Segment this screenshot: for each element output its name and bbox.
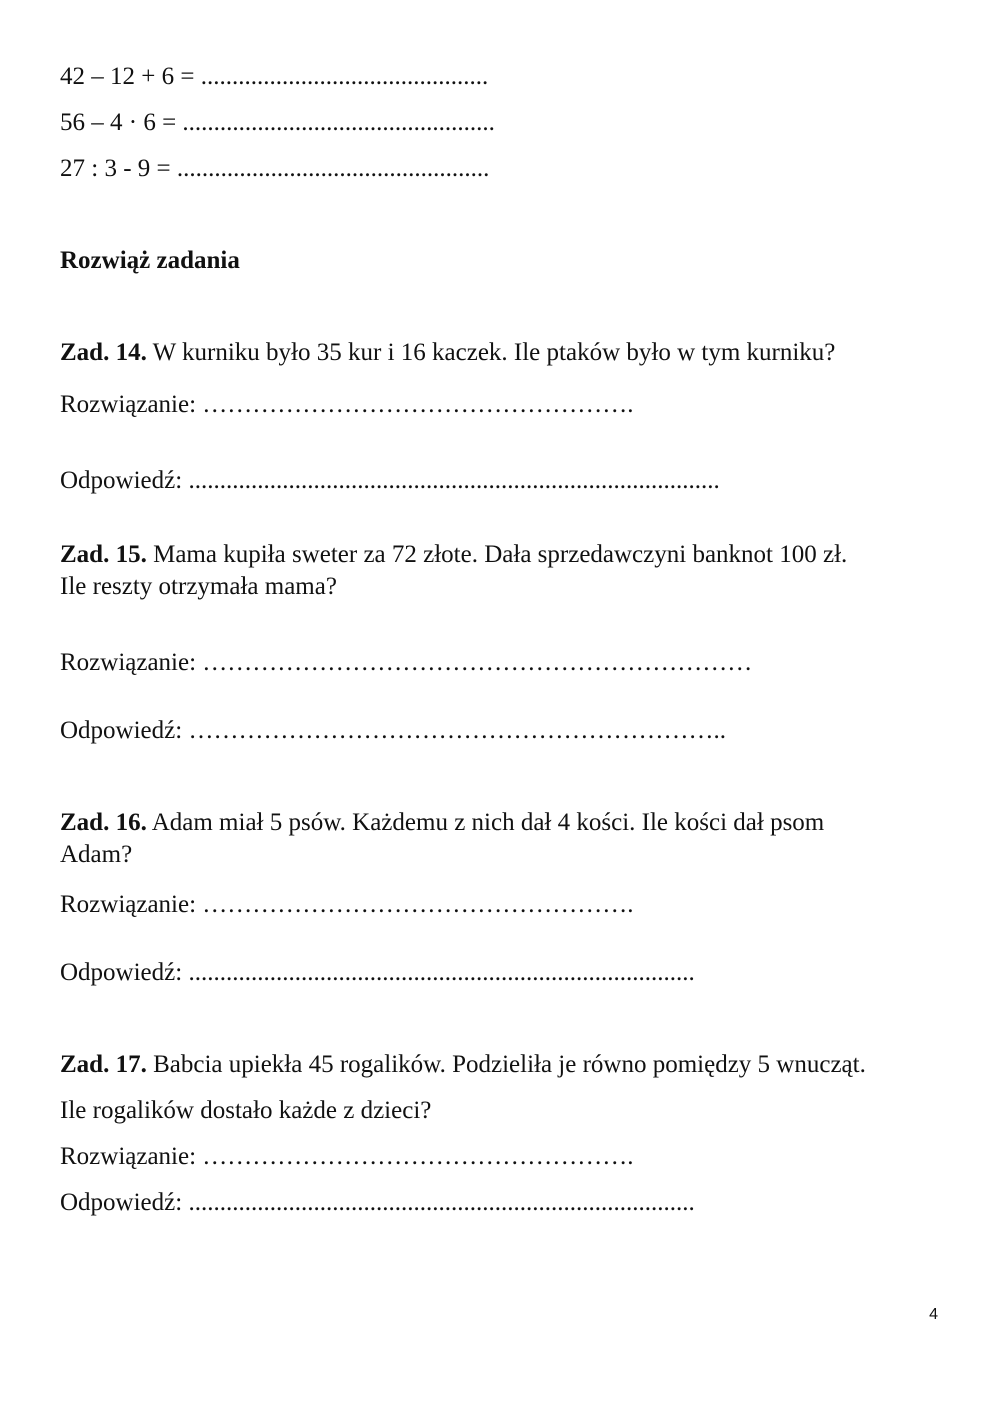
task-17-answer: Odpowiedź: ................................................................................. xyxy=(60,1189,695,1216)
task-17-solution: Rozwiązanie: ……………………………………………. xyxy=(60,1143,634,1170)
equation-2: 56 – 4 · 6 = .................................................. xyxy=(60,109,495,136)
task-14-label: Zad. 14. xyxy=(60,339,147,366)
task-17-text: Babcia upiekła 45 rogalików. Podzieliła je równo pomiędzy 5 wnucząt. xyxy=(146,1051,866,1078)
task-14-question xyxy=(60,338,835,368)
task-15-solution: Rozwiązanie: ………………………………………………………… xyxy=(60,649,753,676)
task-14-answer: Odpowiedź: ..................................................................................... xyxy=(60,467,720,494)
task-16-question-line2: Adam? xyxy=(60,841,133,868)
task-17-question xyxy=(60,1050,866,1080)
equation-3: 27 : 3 - 9 = .................................................. xyxy=(60,155,490,182)
task-14-solution: Rozwiązanie: ……………………………………………. xyxy=(60,391,634,418)
task-15-label: Zad. 15. xyxy=(60,541,147,568)
equation-1: 42 – 12 + 6 = .............................................. xyxy=(60,63,489,90)
page-number: 4 xyxy=(929,1306,938,1323)
task-14-text: W kurniku było 35 kur i 16 kaczek. Ile ptaków było w tym kurniku? xyxy=(146,339,836,366)
task-16-text: Adam miał 5 psów. Każdemu z nich dał 4 kości. Ile kości dał psom xyxy=(146,809,825,836)
section-title: Rozwiąż zadania xyxy=(60,247,240,274)
task-15-question-line2: Ile reszty otrzymała mama? xyxy=(60,573,337,600)
task-17-question-line2: Ile rogalików dostało każde z dzieci? xyxy=(60,1097,432,1124)
task-16-label: Zad. 16. xyxy=(60,809,147,836)
task-15-question xyxy=(60,540,847,570)
task-15-text: Mama kupiła sweter za 72 złote. Dała sprzedawczyni banknot 100 zł. xyxy=(146,541,848,568)
task-16-question xyxy=(60,808,824,838)
task-17-label: Zad. 17. xyxy=(60,1051,147,1078)
task-16-solution: Rozwiązanie: ……………………………………………. xyxy=(60,891,634,918)
task-15-answer: Odpowiedź: ……………………………………………………….. xyxy=(60,717,726,744)
task-16-answer: Odpowiedź: ................................................................................. xyxy=(60,959,695,986)
